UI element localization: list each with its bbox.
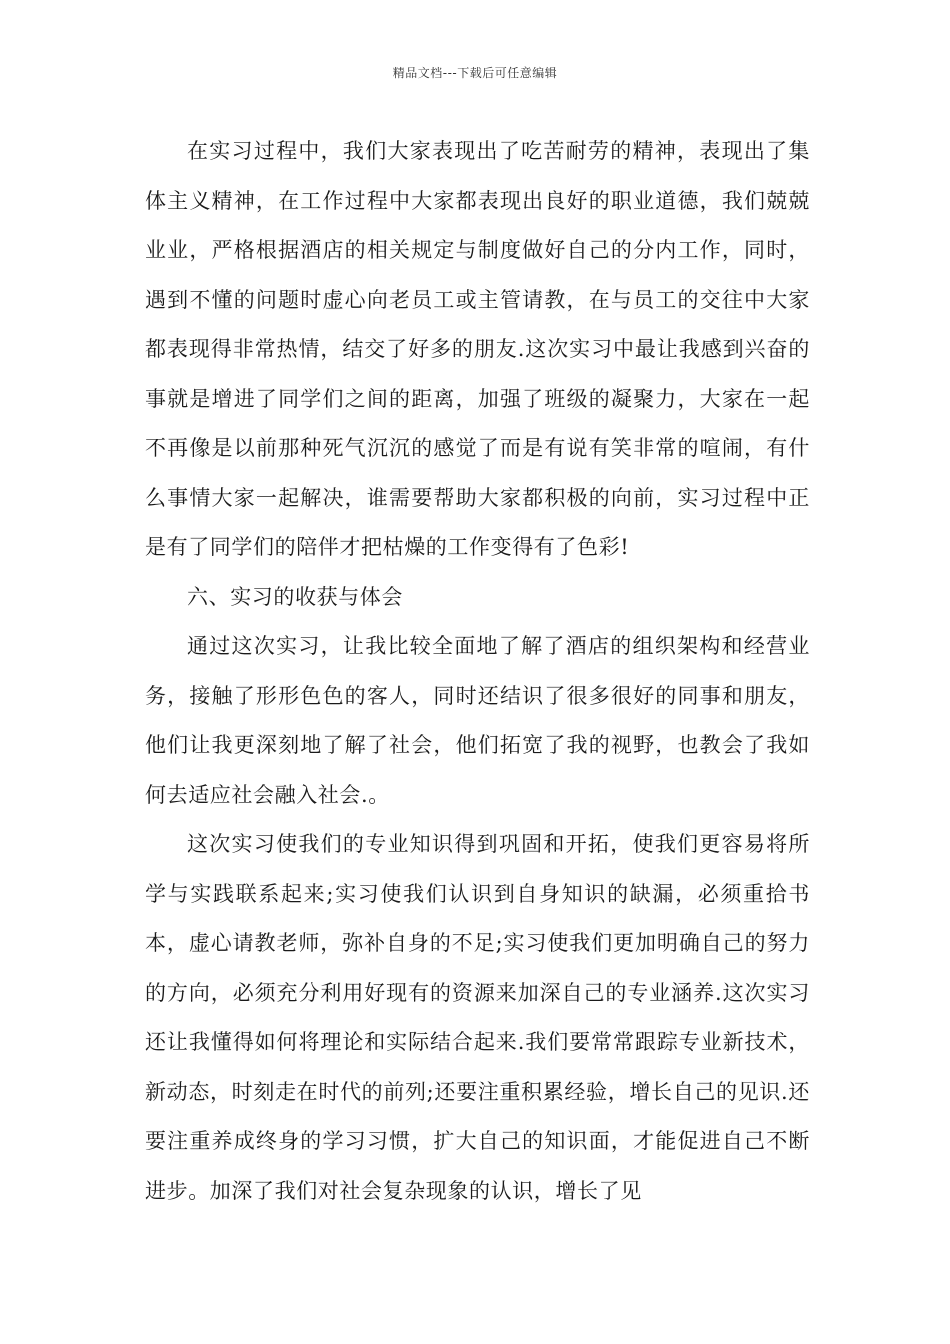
paragraph-gains: 通过这次实习，让我比较全面地了解了酒店的组织架构和经营业务，接触了形形色色的客人，同时还结识了很多很好的同事和朋友，他们让我更深刻地了解了社会，他们拓宽了我的视野，也教会了我如何去适应社会融入社会.。 (145, 634, 810, 807)
document-body (145, 127, 810, 1216)
page-header: 精品文档---下载后可任意编辑 (392, 66, 558, 80)
section-heading: 六、实习的收获与体会 (187, 584, 403, 609)
paragraph-internship-process: 在实习过程中，我们大家表现出了吃苦耐劳的精神，表现出了集体主义精神，在工作过程中大家都表现出良好的职业道德，我们兢兢业业，严格根据酒店的相关规定与制度做好自己的分内工作，同时，遇到不懂的问题时虚心向老员工或主管请教，在与员工的交往中大家都表现得非常热情，结交了好多的朋友.这次实习中最让我感到兴奋的事就是增进了同学们之间的距离，加强了班级的凝聚力，大家在一起不再像是以前那种死气沉沉的感觉了而是有说有笑非常的喧闹，有什么事情大家一起解决，谁需要帮助大家都积极的向前，实习过程中正是有了同学们的陪伴才把枯燥的工作变得有了色彩! (145, 139, 810, 559)
paragraph-knowledge: 这次实习使我们的专业知识得到巩固和开拓，使我们更容易将所学与实践联系起来;实习使我们认识到自身知识的缺漏，必须重拾书本，虚心请教老师，弥补自身的不足;实习使我们更加明确自己的努力的方向，必须充分利用好现有的资源来加深自己的专业涵养.这次实习还让我懂得如何将理论和实际结合起来.我们要常常跟踪专业新技术，新动态，时刻走在时代的前列;还要注重积累经验，增长自己的见识.还要注重养成终身的学习习惯，扩大自己的知识面，才能促进自己不断进步。加深了我们对社会复杂现象的认识，增长了见 (145, 832, 810, 1203)
